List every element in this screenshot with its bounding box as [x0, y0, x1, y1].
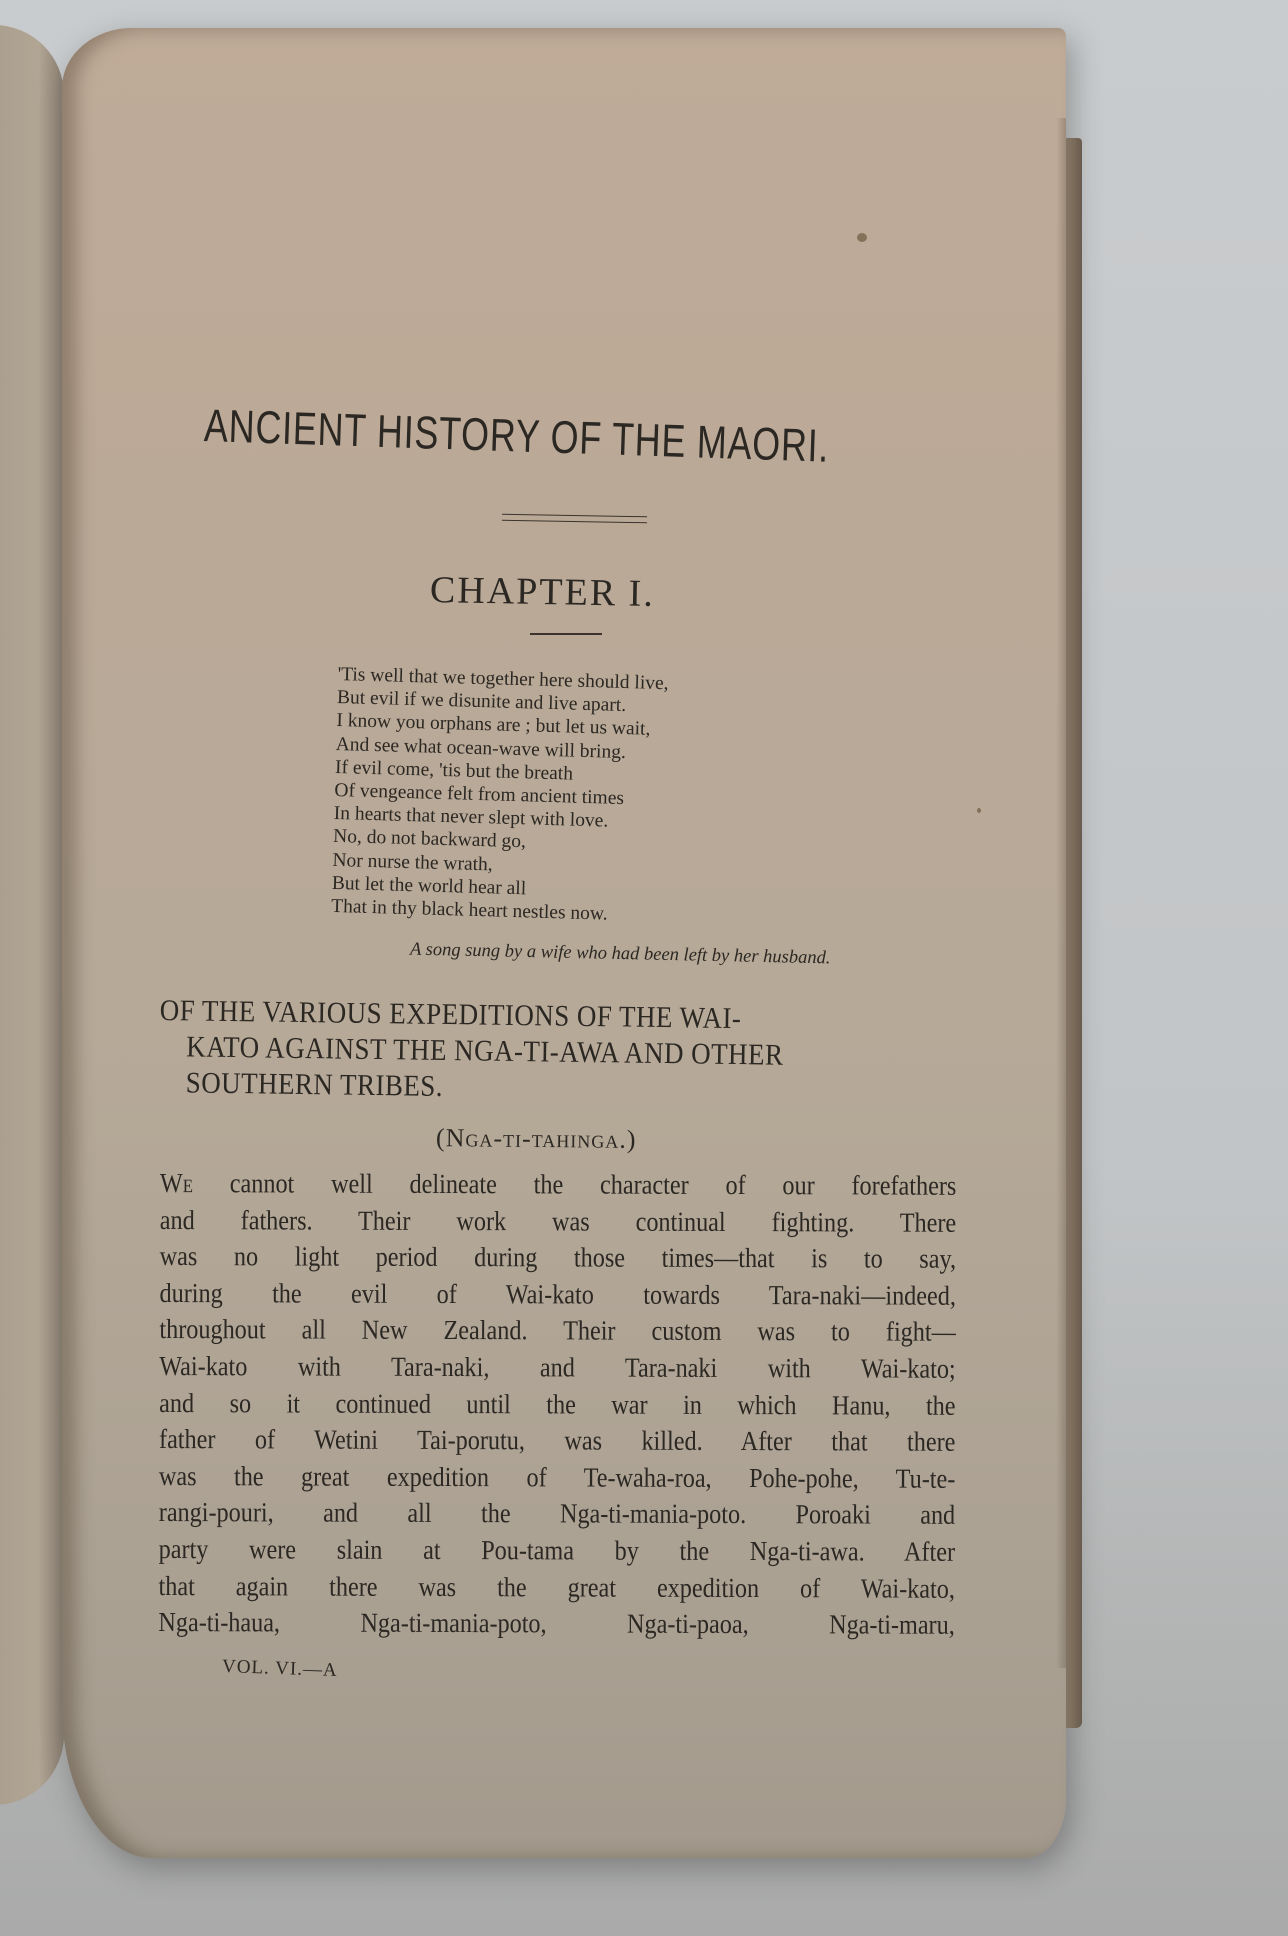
body-paragraph	[158, 1165, 957, 1643]
section-heading-line: OF THE VARIOUS EXPEDITIONS OF THE WAI-	[159, 993, 742, 1036]
poem-line: Of vengeance felt from ancient times	[334, 779, 625, 810]
section-heading-line: KATO AGAINST THE NGA-TI-AWA AND OTHER	[186, 1030, 784, 1072]
epigraph-attribution: A song sung by a wife who had been left by her husband.	[409, 939, 831, 969]
tribe-subheading-rest: ga-ti-tahinga.)	[465, 1123, 637, 1154]
section-heading	[158, 993, 879, 1111]
poem-line: Nor nurse the wrath,	[332, 849, 494, 876]
chapter-heading: CHAPTER I.	[429, 569, 656, 615]
body-dropcap: We	[159, 1167, 194, 1199]
signature-mark: VOL. VI.—A	[221, 1655, 339, 1682]
body-line	[160, 1165, 957, 1204]
poem-line: If evil come, 'tis but the breath	[334, 756, 574, 785]
body-line: party were slain at Pou-tama by the Nga-ti-awa. After	[158, 1532, 956, 1567]
tribe-subheading	[436, 1123, 637, 1155]
poem-line: I know you orphans are ; but let us wait,	[336, 710, 651, 741]
epigraph-poem	[331, 663, 808, 931]
body-first-line-text: cannot well delineate the character of our forefathers	[192, 1167, 957, 1201]
body-line: and so it continued until the war in which Hanu, the	[159, 1386, 956, 1421]
poem-line: But evil if we disunite and live apart.	[336, 687, 627, 717]
body-line: was the great expedition of Te-waha-roa, Pohe-pohe, Tu-te-	[158, 1459, 956, 1494]
facing-left-page	[0, 25, 64, 1805]
poem-line: That in thy black heart nestles now.	[330, 895, 608, 925]
body-line: during the evil of Wai-kato towards Tara-naki—indeed,	[159, 1276, 957, 1311]
foxing-spot	[857, 233, 867, 242]
section-heading-line: SOUTHERN TRIBES.	[185, 1066, 444, 1103]
tribe-subheading-open: (N	[435, 1123, 466, 1153]
body-line: father of Wetini Tai-porutu, was killed. After that there	[158, 1423, 956, 1457]
body-line: throughout all New Zealand. Their custom was to fight—	[159, 1313, 956, 1348]
poem-line: But let the world hear all	[331, 872, 527, 900]
body-line: and fathers. Their work was continual fighting. There	[159, 1203, 957, 1238]
short-rule-divider	[530, 633, 602, 635]
poem-line: And see what ocean-wave will bring.	[335, 733, 627, 763]
body-line: rangi-pouri, and all the Nga-ti-mania-poto. Poroaki and	[158, 1496, 956, 1531]
body-line: Wai-kato with Tara-naki, and Tara-naki with Wai-kato;	[159, 1349, 956, 1384]
foxing-spot	[977, 808, 981, 813]
poem-line: No, do not backward go,	[332, 826, 527, 853]
body-line: Nga-ti-haua, Nga-ti-mania-poto, Nga-ti-paoa, Nga-ti-maru,	[158, 1606, 955, 1640]
body-line: was no light period during those times—that is to say,	[159, 1240, 957, 1274]
poem-line: 'Tis well that we together here should live,	[337, 663, 669, 695]
running-title: ANCIENT HISTORY OF THE MAORI.	[203, 398, 831, 472]
poem-line: In hearts that never slept with love.	[333, 803, 609, 832]
body-line: that again there was the great expedition of Wai-kato,	[158, 1569, 955, 1604]
